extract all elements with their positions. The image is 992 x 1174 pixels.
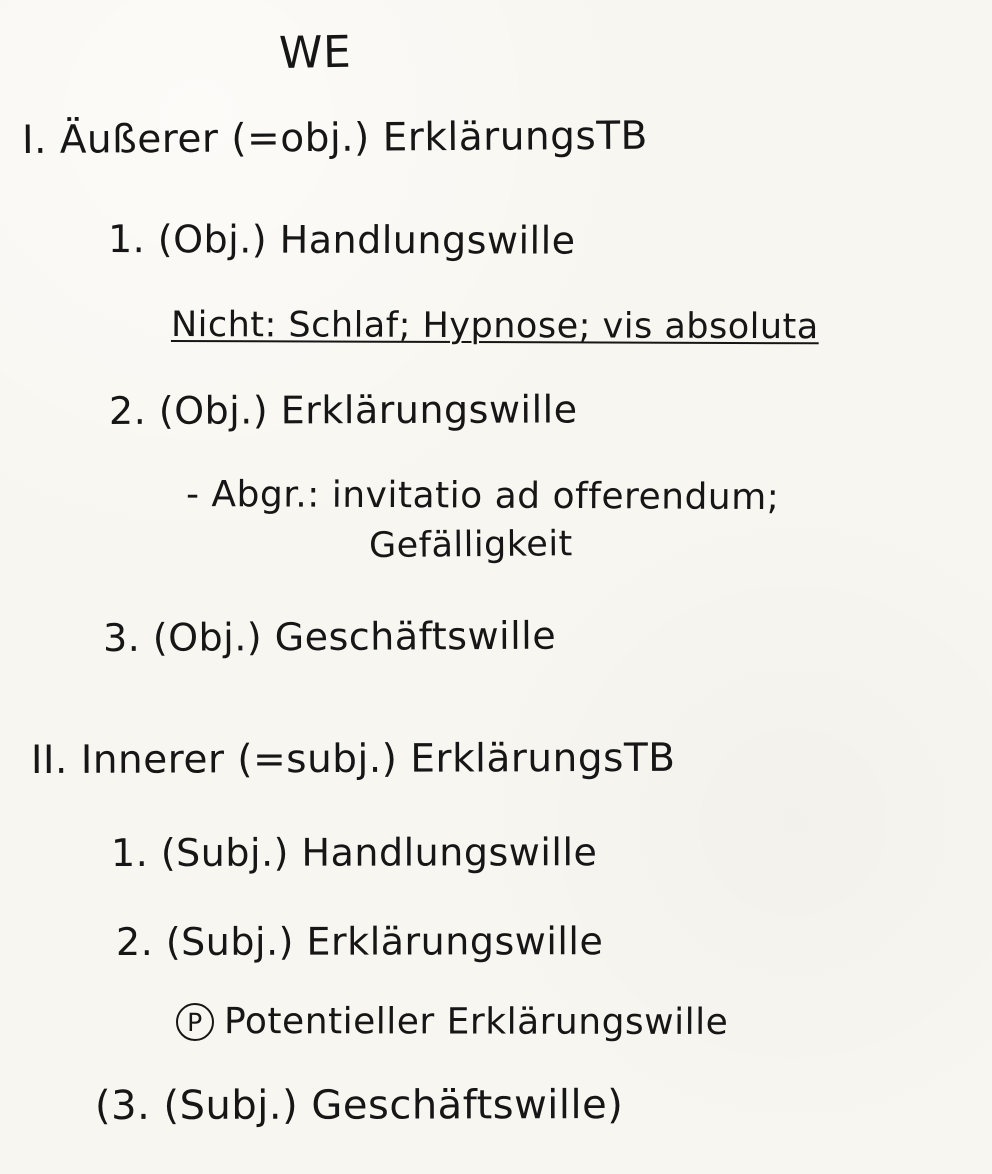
section-heading-inner: II. Innerer (=subj.) ErklärungsTB: [30, 735, 676, 783]
outer-item-declaration-will: 2. (Obj.) Erklärungswille: [108, 387, 578, 433]
outer-item-not-note: [170, 305, 819, 348]
inner-item-potential-declaration-will: [176, 1003, 728, 1042]
not-note-text: Nicht: Schlaf; Hypnose; vis absoluta: [170, 305, 819, 348]
potential-declaration-will-text: Potentieller Erklärungswille: [223, 1001, 729, 1043]
inner-item-action-will: 1. (Subj.) Handlungswille: [110, 830, 598, 875]
inner-item-business-will: (3. (Subj.) Geschäftswille): [94, 1082, 624, 1129]
circled-p-icon: P: [176, 1003, 214, 1041]
outer-item-action-will: 1. (Obj.) Handlungswille: [107, 217, 576, 263]
inner-item-declaration-will: 2. (Subj.) Erklärungswille: [115, 919, 604, 964]
outer-item-delimitation-continuation: Gefälligkeit: [368, 524, 573, 566]
outer-item-business-will: 3. (Obj.) Geschäftswille: [102, 613, 557, 660]
page-title: WE: [278, 26, 352, 79]
section-heading-outer: I. Äußerer (=obj.) ErklärungsTB: [21, 113, 648, 163]
outer-item-delimitation-note: - Abgr.: invitatio ad offerendum;: [185, 474, 780, 519]
